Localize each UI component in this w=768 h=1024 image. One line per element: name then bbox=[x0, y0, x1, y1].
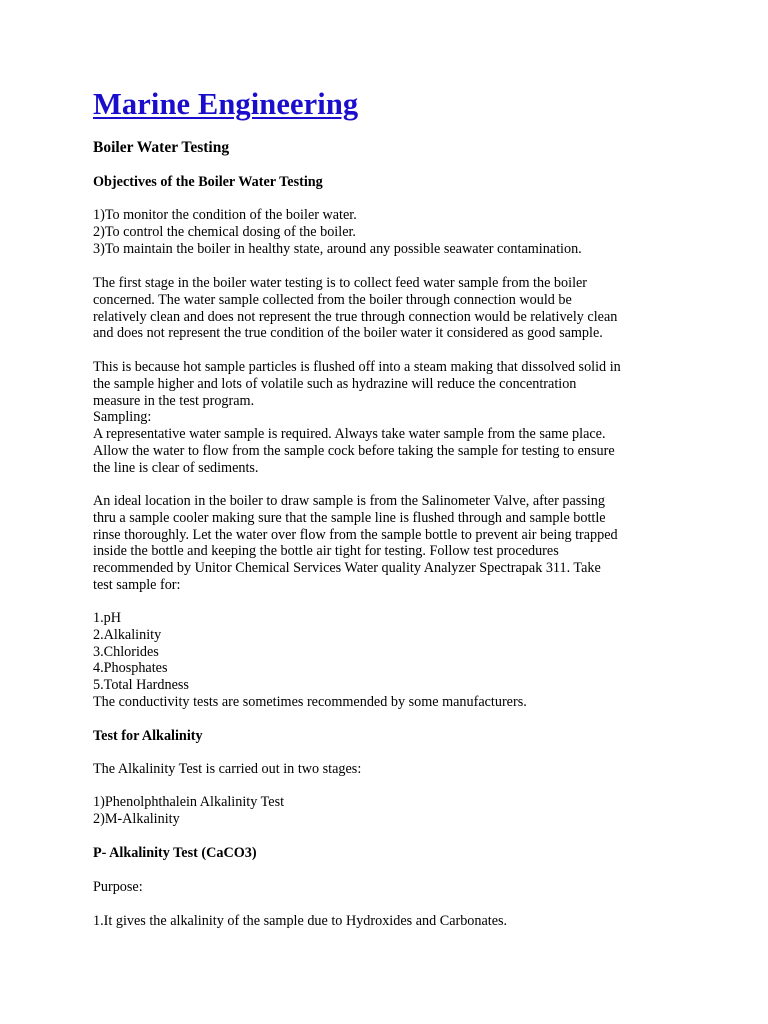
paragraph-line: This is because hot sample particles is flushed off into a steam making that dissolved solid in bbox=[93, 359, 621, 375]
list-item: 1)To monitor the condition of the boiler water. bbox=[93, 207, 357, 223]
list-item: 5.Total Hardness bbox=[93, 677, 189, 694]
paragraph-line: An ideal location in the boiler to draw sample is from the Salinometer Valve, after passing bbox=[93, 493, 605, 509]
paragraph-line: The first stage in the boiler water testing is to collect feed water sample from the boiler bbox=[93, 275, 588, 291]
test-list bbox=[93, 610, 527, 711]
paragraph-sample-collection bbox=[93, 275, 617, 342]
paragraph-line: recommended by Unitor Chemical Services Water quality Analyzer Spectrapak 311. Take bbox=[93, 560, 601, 577]
list-item: 2)M-Alkalinity bbox=[93, 810, 180, 827]
list-item: 4.Phosphates bbox=[93, 660, 168, 677]
list-item: 1.It gives the alkalinity of the sample due to Hydroxides and Carbonates. bbox=[93, 912, 508, 929]
paragraph-line: measure in the test program. bbox=[93, 392, 255, 409]
paragraph-line: inside the bottle and keeping the bottle air tight for testing. Follow test procedures bbox=[93, 543, 559, 560]
paragraph-line: the line is clear of sediments. bbox=[93, 459, 259, 476]
list-item: 2)To control the chemical dosing of the boiler. bbox=[93, 223, 356, 240]
paragraph-line: relatively clean and does not represent the true through connection would be relatively clean bbox=[93, 308, 618, 325]
paragraph-sampling bbox=[93, 359, 621, 477]
paragraph-salinometer bbox=[93, 493, 618, 594]
list-item: 3)To maintain the boiler in healthy state, around any possible seawater contamination. bbox=[93, 240, 582, 257]
paragraph-line: thru a sample cooler making sure that the sample line is flushed through and sample bottle bbox=[93, 509, 606, 526]
document-page bbox=[93, 85, 683, 929]
p-alkalinity-section bbox=[93, 845, 507, 930]
paragraph-line: rinse thoroughly. Let the water over flow from the sample bottle to prevent air being trapped bbox=[93, 526, 618, 543]
paragraph-line: and does not represent the true condition of the boiler water it considered as good sample. bbox=[93, 325, 603, 342]
paragraph-line: concerned. The water sample collected from the boiler through connection would be bbox=[93, 291, 572, 308]
list-item: 1.pH bbox=[93, 610, 121, 626]
paragraph-line: Allow the water to flow from the sample cock before taking the sample for testing to ensure bbox=[93, 442, 615, 459]
objectives-heading: Objectives of the Boiler Water Testing bbox=[93, 174, 323, 190]
purpose-label: Purpose: bbox=[93, 879, 143, 895]
site-title-link[interactable]: Marine Engineering bbox=[93, 87, 359, 121]
document-title: Boiler Water Testing bbox=[93, 139, 230, 156]
alkalinity-heading: Test for Alkalinity bbox=[93, 728, 203, 744]
list-item: 2.Alkalinity bbox=[93, 626, 162, 643]
list-item: 1)Phenolphthalein Alkalinity Test bbox=[93, 793, 285, 810]
paragraph-line: test sample for: bbox=[93, 576, 181, 593]
p-alkalinity-heading: P- Alkalinity Test (CaCO3) bbox=[93, 845, 257, 861]
paragraph-line: The conductivity tests are sometimes recommended by some manufacturers. bbox=[93, 693, 527, 710]
alkalinity-section bbox=[93, 728, 361, 827]
list-item: 3.Chlorides bbox=[93, 643, 159, 660]
sampling-label: Sampling: bbox=[93, 409, 152, 426]
paragraph-line: The Alkalinity Test is carried out in two stages: bbox=[93, 761, 362, 777]
paragraph-line: A representative water sample is required. Always take water sample from the same place. bbox=[93, 426, 606, 443]
objectives-section bbox=[93, 174, 582, 257]
paragraph-line: the sample higher and lots of volatile such as hydrazine will reduce the concentration bbox=[93, 375, 577, 392]
